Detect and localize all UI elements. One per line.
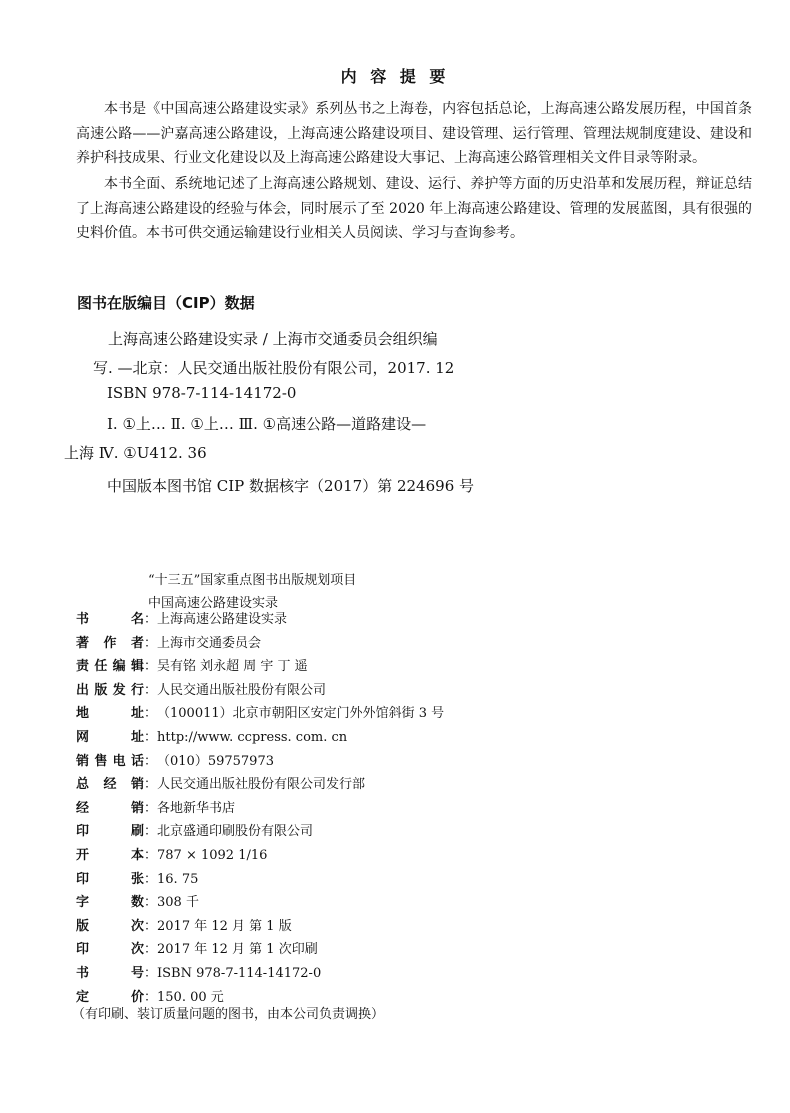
cip-heading: 图书在版编目（CIP）数据 (77, 294, 255, 312)
colophon-row-label: 出版发行 (76, 682, 144, 698)
colophon-row-label: 印刷 (76, 824, 144, 840)
colophon-row-value: 北京盛通印刷股份有限公司 (157, 824, 314, 840)
colophon-row (76, 680, 326, 702)
colophon-row-colon: ： (144, 895, 158, 911)
colophon-row-value: 上海高速公路建设实录 (157, 612, 288, 627)
abstract-paragraph-2-text: 本书全面、系统地记述了上海高速公路规划、建设、运行、养护等方面的历史沿革和发展历程，辩证总结了上海高速公路建设的经验与体会，同时展示了至 2020 年上海高速公路建设、管理的发展蓝图，具有很强的史料价值。本书可供交通运输建设行业相关人员阅读、学习与查询参考。 (76, 176, 752, 241)
colophon-row-value: 308 千 (157, 895, 199, 911)
cip-isbn: ISBN 978-7-114-14172-0 (107, 384, 297, 402)
abstract-paragraph-1-text: 本书是《中国高速公路建设实录》系列丛书之上海卷，内容包括总论，上海高速公路发展历程，中国首条高速公路——沪嘉高速公路建设，上海高速公路建设项目、建设管理、运行管理、管理法规制度建设、建设和养护科技成果、行业文化建设以及上海高速公路建设大事记、上海高速公路管理相关文件目录等附录。 (76, 101, 752, 166)
colophon-row (76, 869, 198, 891)
colophon-row (76, 774, 365, 796)
colophon-row-label: 印张 (76, 871, 144, 887)
colophon-row (76, 963, 321, 985)
abstract-paragraph-2 (76, 172, 752, 246)
colophon-row (76, 892, 199, 914)
quality-footnote: （有印刷、装订质量问题的图书，由本公司负责调换） (72, 1007, 385, 1022)
colophon-row-colon: ： (144, 753, 158, 769)
colophon-row (76, 845, 267, 867)
series-project-line: “十三五”国家重点图书出版规划项目 (148, 573, 357, 588)
colophon-row-value: ISBN 978-7-114-14172-0 (157, 966, 322, 981)
colophon-row-colon: ： (144, 706, 158, 722)
colophon-row (76, 939, 318, 961)
colophon-row-label: 地址 (76, 706, 144, 722)
colophon-row-value: 2017 年 12 月 第 1 次印刷 (157, 942, 318, 958)
colophon-row-colon: ： (144, 635, 158, 651)
colophon-row-colon: ： (144, 942, 158, 958)
colophon-row (76, 727, 347, 749)
abstract-paragraph-1 (76, 97, 752, 171)
colophon-row-value: 16. 75 (157, 871, 199, 887)
colophon-row-label: 网址 (76, 730, 144, 745)
colophon-row-label: 印次 (76, 942, 144, 958)
colophon-row-value: http://www. ccpress. com. cn (157, 730, 348, 745)
colophon-row-value: 人民交通出版社股份有限公司 (157, 682, 327, 698)
cip-record-number: 中国版本图书馆 CIP 数据核字（2017）第 224696 号 (107, 477, 475, 495)
colophon-row-label: 定价 (76, 989, 144, 1005)
colophon-row-value: 各地新华书店 (157, 800, 236, 816)
colophon-row-value: 吴有铭 刘永超 周 宇 丁 遥 (157, 659, 308, 675)
cip-line-2: 写. —北京：人民交通出版社股份有限公司，2017. 12 (93, 359, 455, 377)
cip-classification-1: Ⅰ. ①上… Ⅱ. ①上… Ⅲ. ①高速公路—道路建设— (107, 415, 427, 433)
colophon-row-colon: ： (144, 777, 158, 793)
colophon-row (76, 703, 444, 725)
colophon-row-value: 2017 年 12 月 第 1 版 (157, 918, 292, 934)
colophon-row-colon: ： (144, 612, 158, 627)
colophon-row (76, 656, 308, 678)
colophon-row-colon: ： (144, 848, 158, 863)
colophon-row-colon: ： (144, 730, 158, 745)
colophon-row-colon: ： (144, 918, 158, 934)
colophon-row-value: （010）59757973 (157, 753, 274, 769)
colophon-row-colon: ： (144, 659, 158, 675)
colophon-row-colon: ： (144, 966, 158, 981)
series-name-line: 中国高速公路建设实录 (148, 596, 279, 611)
colophon-row-colon: ： (144, 682, 158, 698)
colophon-row-value: （100011）北京市朝阳区安定门外外馆斜街 3 号 (157, 706, 445, 722)
colophon-row-label: 责任编辑 (76, 659, 144, 675)
colophon-row (76, 821, 313, 843)
colophon-row-value: 人民交通出版社股份有限公司发行部 (157, 777, 366, 793)
colophon-row (76, 916, 292, 938)
colophon-row-label: 开本 (76, 848, 144, 863)
colophon-row-label: 经销 (76, 800, 144, 816)
colophon-row-label: 销售电话 (76, 753, 144, 769)
colophon-row-value: 上海市交通委员会 (157, 635, 262, 651)
colophon-row-colon: ： (144, 871, 158, 887)
colophon-row-label: 著作者 (76, 635, 144, 651)
colophon-row (76, 798, 235, 820)
colophon-row-label: 书名 (76, 612, 144, 627)
abstract-heading: 内 容 提 要 (340, 67, 450, 86)
colophon-row-label: 书号 (76, 966, 144, 981)
cip-line-1: 上海高速公路建设实录 / 上海市交通委员会组织编 (108, 330, 438, 348)
colophon-row-label: 版次 (76, 918, 144, 934)
colophon-row-colon: ： (144, 824, 158, 840)
colophon-row-label: 总经销 (76, 777, 144, 793)
colophon-row-colon: ： (144, 800, 158, 816)
colophon-row (76, 609, 287, 631)
cip-classification-2: 上海 Ⅳ. ①U412. 36 (64, 444, 207, 462)
colophon-row-value: 150. 00 元 (157, 989, 224, 1005)
colophon-row-colon: ： (144, 989, 158, 1005)
colophon-row-value: 787 × 1092 1/16 (157, 848, 268, 863)
colophon-row (76, 633, 261, 655)
colophon-row-label: 字数 (76, 895, 144, 911)
colophon-row (76, 751, 274, 773)
